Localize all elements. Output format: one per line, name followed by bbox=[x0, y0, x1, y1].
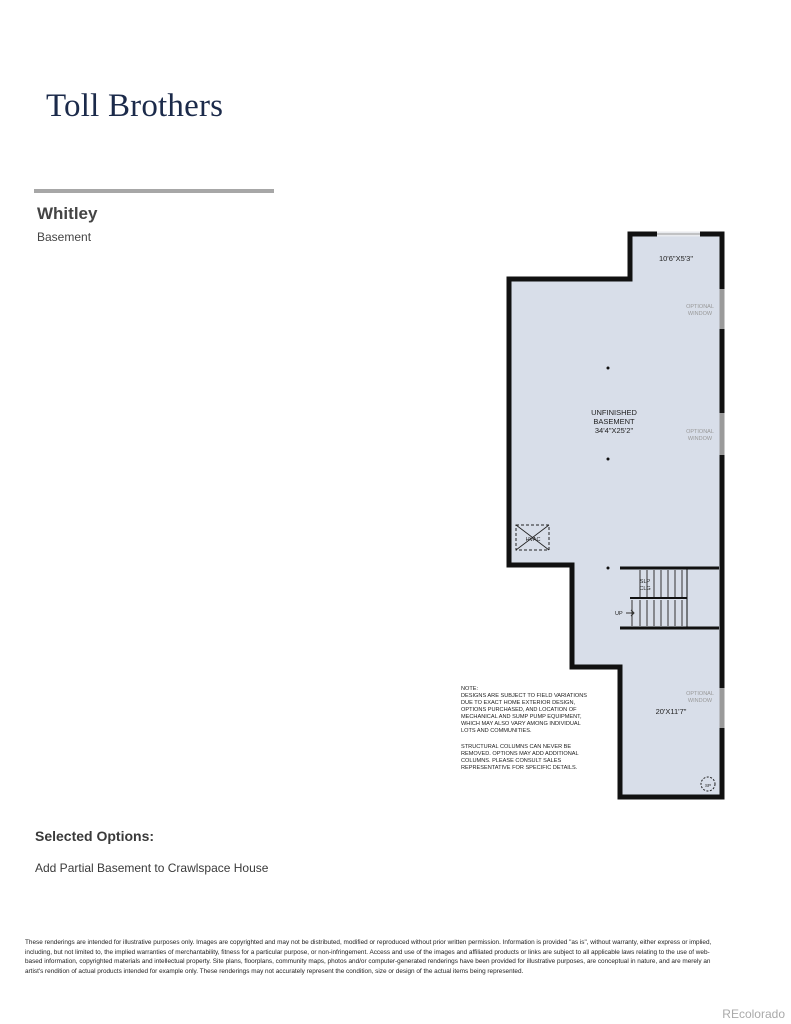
hvac-label: HVAC bbox=[525, 537, 541, 543]
svg-text:DUE TO EXACT HOME EXTERIOR DES: DUE TO EXACT HOME EXTERIOR DESIGN, bbox=[461, 700, 576, 706]
main-room-name-1: UNFINISHED bbox=[591, 408, 637, 417]
column bbox=[607, 567, 610, 570]
svg-text:OPTIONS PURCHASED, AND LOCATIO: OPTIONS PURCHASED, AND LOCATION OF bbox=[461, 707, 577, 713]
basement-floorplan bbox=[440, 220, 760, 820]
svg-text:LOTS AND COMMUNITIES.: LOTS AND COMMUNITIES. bbox=[461, 728, 532, 734]
model-name: Whitley bbox=[37, 204, 98, 223]
plan-note bbox=[461, 686, 587, 771]
main-room-name-2: BASEMENT bbox=[593, 417, 635, 426]
bottom-room-dims: 20'X11'7" bbox=[655, 707, 687, 716]
svg-text:COLUMNS. PLEASE CONSULT SALES: COLUMNS. PLEASE CONSULT SALES bbox=[461, 758, 562, 764]
clg-label: CLG bbox=[639, 586, 651, 592]
optional-window-3-b: WINDOW bbox=[687, 698, 713, 704]
svg-text:DESIGNS ARE SUBJECT TO FIELD V: DESIGNS ARE SUBJECT TO FIELD VARIATIONS bbox=[461, 693, 587, 699]
svg-text:WHICH MAY ALSO VARY AMONG INDI: WHICH MAY ALSO VARY AMONG INDIVIDUAL bbox=[461, 721, 581, 727]
up-label: UP bbox=[615, 611, 623, 617]
selected-option-item: Add Partial Basement to Crawlspace House bbox=[35, 861, 269, 875]
header-divider bbox=[34, 189, 274, 193]
column bbox=[607, 367, 610, 370]
column bbox=[607, 458, 610, 461]
sp-label: SP bbox=[704, 783, 712, 788]
optional-window-2-a: OPTIONAL bbox=[686, 429, 714, 435]
svg-text:STRUCTURAL COLUMNS CAN NEVER B: STRUCTURAL COLUMNS CAN NEVER BE bbox=[461, 744, 572, 750]
svg-text:MECHANICAL AND SUMP PUMP EQUIP: MECHANICAL AND SUMP PUMP EQUIPMENT, bbox=[461, 714, 582, 720]
level-name: Basement bbox=[37, 230, 92, 244]
svg-text:REPRESENTATIVE FOR SPECIFIC DE: REPRESENTATIVE FOR SPECIFIC DETAILS. bbox=[461, 765, 578, 771]
svg-text:NOTE:: NOTE: bbox=[461, 686, 479, 692]
main-room-dims: 34'4"X25'2" bbox=[594, 426, 634, 435]
slp-label: SLP bbox=[639, 579, 651, 585]
svg-text:REMOVED. OPTIONS MAY ADD ADDIT: REMOVED. OPTIONS MAY ADD ADDITIONAL bbox=[461, 751, 579, 757]
optional-window-1-b: WINDOW bbox=[687, 311, 713, 317]
optional-window-3-a: OPTIONAL bbox=[686, 691, 714, 697]
optional-window-1-a: OPTIONAL bbox=[686, 304, 714, 310]
source-watermark: REcolorado bbox=[722, 1007, 785, 1021]
optional-window-2-b: WINDOW bbox=[687, 436, 713, 442]
toll-brothers-logo: Toll Brothers bbox=[46, 88, 224, 124]
selected-options-title: Selected Options: bbox=[35, 828, 155, 844]
legal-disclaimer: These renderings are intended for illustrative purposes only. Images are copyrighted and may not be distributed, modified or reproduced without prior written permission. Information is provided "as is", without warranty, either express or implied, including, but not limited to, the implied warranties of merchantability, fitness for a particular purpose, or non-infringement. Access and use of the images and affiliated products or links are subject to all applicable laws relating to the use of web-based information, copyrighted materials and intellectual property. Site plans, floorplans, community maps, photos and/or computer-generated renderings have been provided for illustrative purposes, are conceptual in nature, and are merely an artist's rendition of actual products intended for example only. These renderings may not accurately represent the condition, size or design of the actual items being represented. bbox=[25, 939, 712, 976]
top-room-dims: 10'6"X5'3" bbox=[658, 254, 694, 263]
